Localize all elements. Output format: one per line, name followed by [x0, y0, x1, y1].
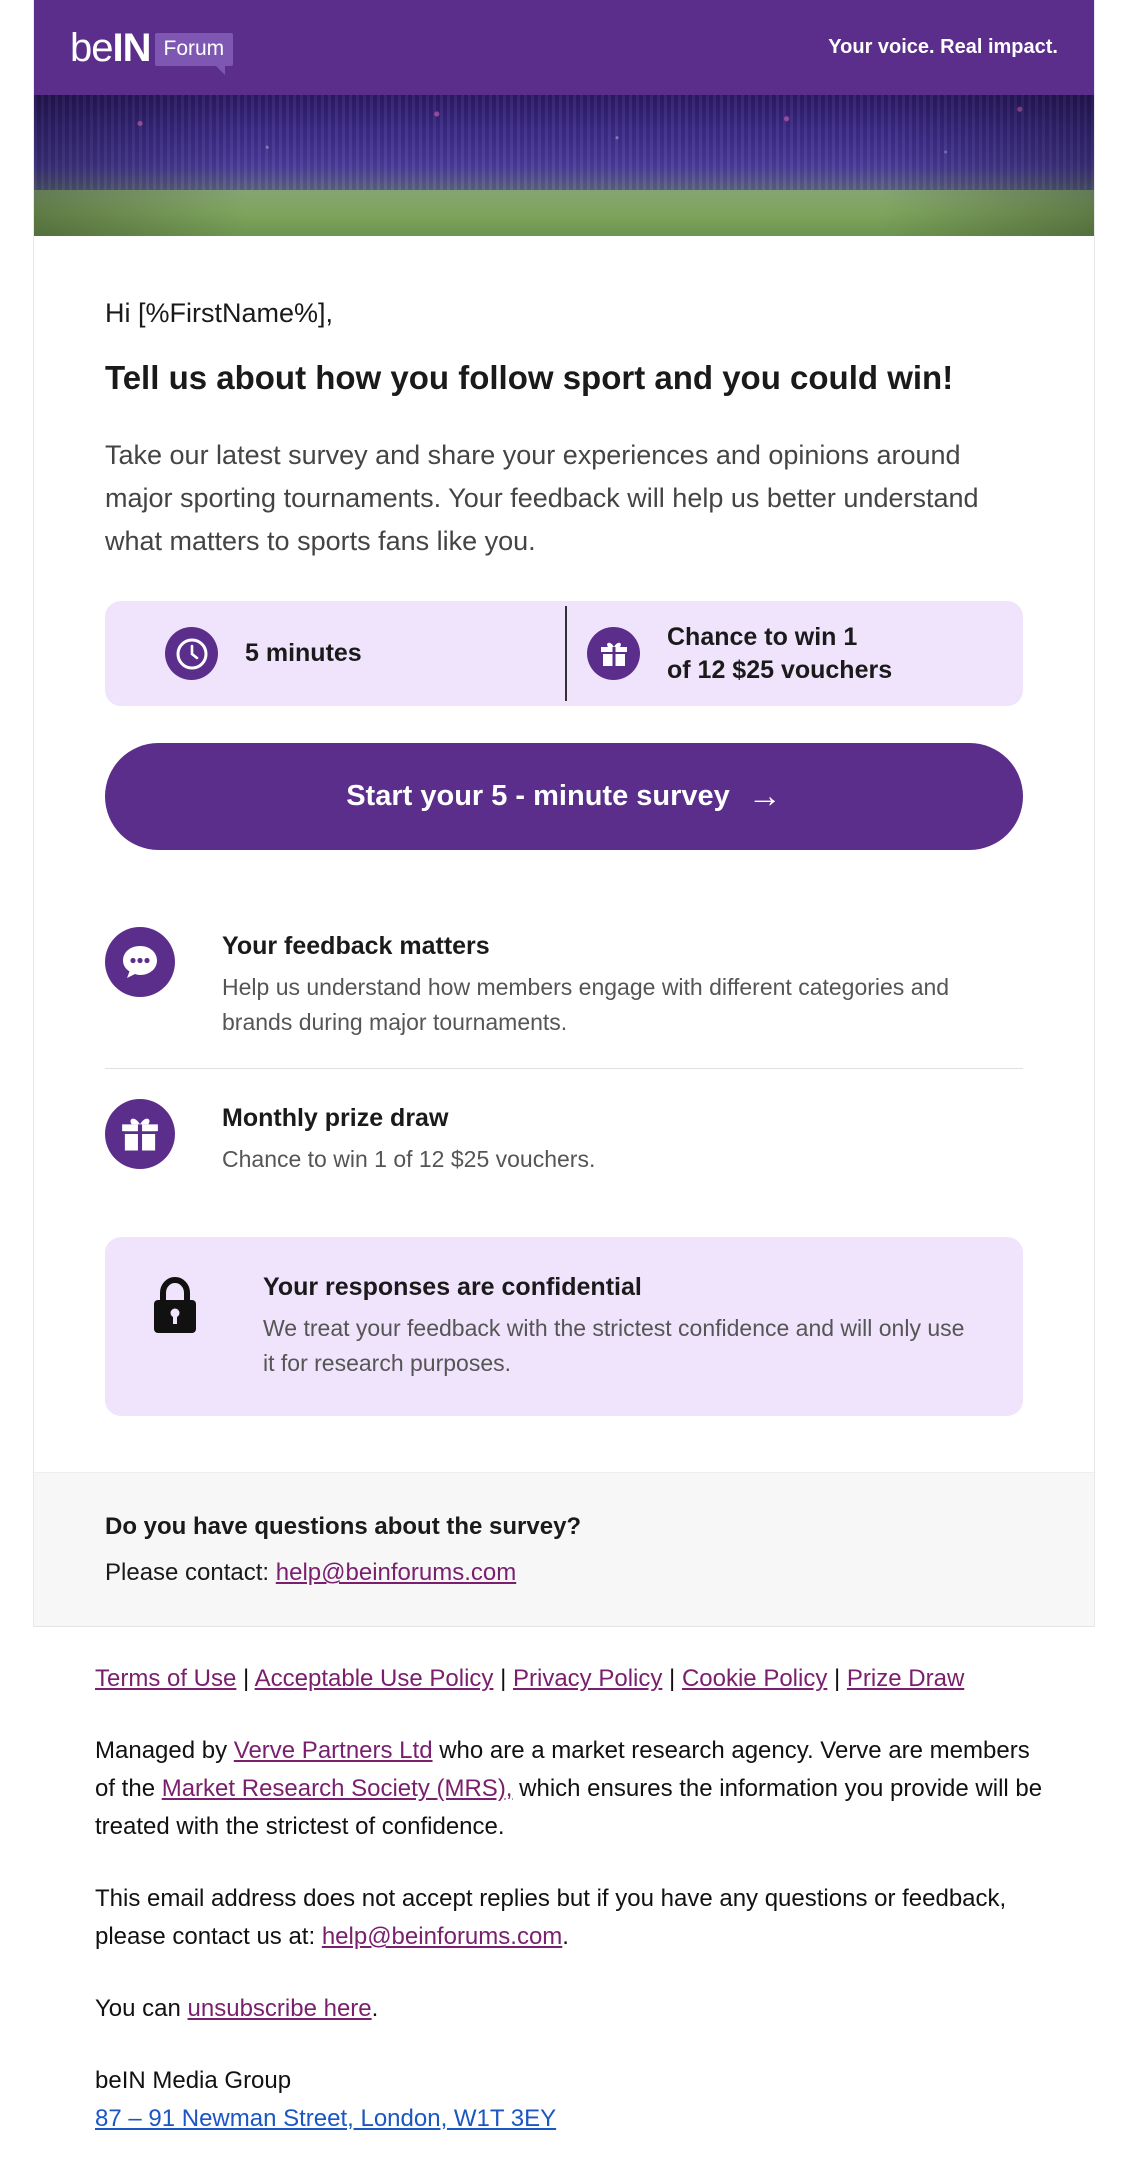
feature-title: Monthly prize draw — [222, 1104, 449, 1133]
no-reply-text — [95, 1880, 1055, 1956]
company-block — [95, 2062, 1055, 2138]
feature-prize-body — [222, 1099, 595, 1177]
confidential-panel — [105, 1237, 1023, 1416]
cookie-policy-link[interactable]: Cookie Policy — [681, 1665, 828, 1692]
confidential-body — [263, 1237, 979, 1416]
unsubscribe-link[interactable]: unsubscribe here — [187, 1995, 372, 2022]
gift-icon — [105, 1099, 175, 1169]
survey-stats-panel — [105, 601, 1023, 706]
logo-wordmark — [70, 25, 151, 70]
footer-help-email-link[interactable]: help@beinforums.com — [321, 1923, 563, 1950]
prize-line-1: Chance to win 1 — [667, 622, 858, 651]
email-card — [33, 0, 1095, 1627]
start-survey-button[interactable] — [105, 743, 1023, 850]
link-separator: | — [662, 1665, 682, 1692]
questions-contact — [105, 1559, 1023, 1587]
stadium-hero-image — [34, 95, 1094, 236]
feature-desc: Chance to win 1 of 12 $25 vouchers. — [222, 1146, 596, 1173]
feature-desc: Help us understand how members engage with different categories and brands during major tournaments. — [222, 974, 950, 1036]
unsub-end: . — [371, 1995, 379, 2022]
link-separator: | — [236, 1665, 255, 1692]
mrs-link[interactable]: Market Research Society (MRS), — [161, 1775, 513, 1802]
header-tagline: Your voice. Real impact. — [828, 36, 1058, 58]
managed-suffix: which ensures the information you provide will be treated with the strictest of confidence. — [95, 1775, 1043, 1840]
unsub-prefix: You can — [95, 1995, 188, 2022]
headline: Tell us about how you follow sport and you could win! — [105, 359, 954, 396]
company-name: beIN Media Group — [95, 2067, 292, 2094]
managed-prefix: Managed by — [95, 1737, 234, 1764]
verve-partners-link[interactable]: Verve Partners Ltd — [233, 1737, 433, 1764]
lock-icon — [149, 1275, 201, 1416]
hero-vignette — [34, 95, 1094, 236]
start-survey-label: Start your 5 - minute survey — [346, 780, 730, 813]
intro-text: Take our latest survey and share your experiences and opinions around major sporting tournaments. Your feedback will help us better understand what matters to sports fans like you. — [105, 440, 979, 557]
clock-icon — [165, 627, 218, 680]
feature-divider — [105, 1068, 1023, 1069]
chat-bubble-icon — [105, 927, 175, 997]
email-content — [34, 298, 1094, 1416]
feature-feedback — [105, 927, 1023, 1040]
acceptable-use-link[interactable]: Acceptable Use Policy — [254, 1665, 494, 1692]
noreply-end: . — [562, 1923, 569, 1950]
link-separator: | — [493, 1665, 513, 1692]
managed-by-text — [95, 1732, 1055, 1846]
managed-mid: who are a market research agency. Verve are members of the — [95, 1737, 1030, 1802]
help-email-link[interactable]: help@beinforums.com — [275, 1559, 517, 1587]
contact-prefix: Please contact: — [105, 1559, 276, 1587]
privacy-policy-link[interactable]: Privacy Policy — [512, 1665, 663, 1692]
prize-text — [667, 621, 892, 687]
noreply-prefix: This email address does not accept replies but if you have any questions or feedback, please contact us at: — [95, 1885, 1007, 1950]
logo-prefix: be — [70, 25, 113, 70]
confidential-title: Your responses are confidential — [263, 1273, 642, 1302]
questions-title: Do you have questions about the survey? — [105, 1513, 582, 1541]
address-link[interactable]: 87 – 91 Newman Street, London, W1T 3EY — [95, 2105, 557, 2132]
arrow-right-icon: → — [747, 777, 782, 816]
footer-links — [95, 1660, 1055, 1698]
gift-icon — [587, 627, 640, 680]
feature-title: Your feedback matters — [222, 932, 490, 961]
feature-feedback-body — [222, 927, 1023, 1040]
greeting: Hi [%FirstName%], — [105, 298, 334, 328]
confidential-desc: We treat your feedback with the strictest confidence and will only use it for research purposes. — [263, 1315, 965, 1377]
feature-prize-draw — [105, 1099, 1023, 1177]
prize-draw-link[interactable]: Prize Draw — [846, 1665, 965, 1692]
email-header — [34, 0, 1094, 95]
prize-line-2: of 12 $25 vouchers — [667, 655, 893, 684]
logo-bold: IN — [112, 25, 151, 70]
link-separator: | — [827, 1665, 847, 1692]
questions-section — [34, 1472, 1094, 1627]
email-footer — [95, 1660, 1055, 2172]
prize-stat — [567, 621, 892, 687]
bein-forum-logo — [70, 25, 233, 70]
logo-forum-badge: Forum — [155, 33, 234, 66]
duration-text: 5 minutes — [245, 639, 362, 668]
terms-of-use-link[interactable]: Terms of Use — [95, 1665, 237, 1692]
duration-stat — [105, 627, 565, 680]
unsubscribe-text — [95, 1990, 1055, 2028]
